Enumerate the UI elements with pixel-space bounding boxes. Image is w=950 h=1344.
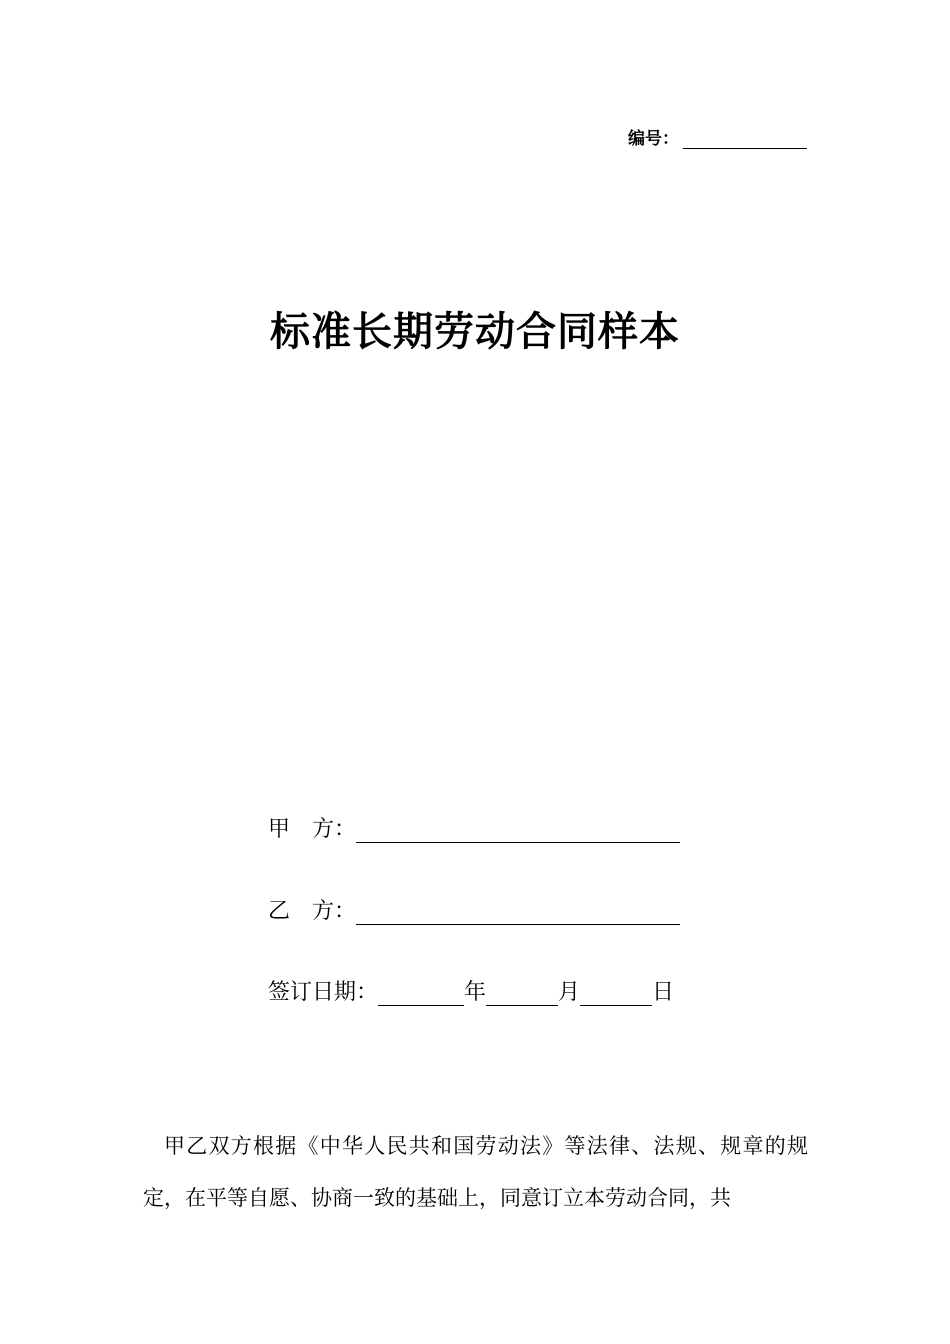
document-number-blank bbox=[683, 128, 807, 149]
document-number bbox=[628, 124, 807, 149]
sign-date-field bbox=[268, 975, 674, 1006]
party-a-blank bbox=[356, 820, 680, 843]
party-b-label: 乙 方： bbox=[268, 899, 357, 924]
sign-date-label: 签订日期： bbox=[268, 980, 379, 1005]
party-b-blank bbox=[356, 902, 680, 925]
party-a-label: 甲 方： bbox=[268, 817, 357, 842]
party-a-field bbox=[268, 812, 680, 843]
contract-paragraph: 甲乙双方根据《中华人民共和国劳动法》等法律、法规、规章的规定，在平等自愿、协商一致的基础上，同意订立本劳动合同，共 bbox=[143, 1134, 808, 1210]
year-blank bbox=[378, 983, 464, 1006]
document-number-label: 编号： bbox=[628, 129, 679, 149]
contract-body bbox=[143, 1120, 808, 1224]
month-blank bbox=[486, 983, 558, 1006]
day-blank bbox=[580, 983, 652, 1006]
day-label: 日 bbox=[652, 980, 675, 1005]
party-b-field bbox=[268, 894, 680, 925]
document-title: 标准长期劳动合同样本 bbox=[270, 308, 680, 355]
year-label: 年 bbox=[464, 980, 487, 1005]
month-label: 月 bbox=[558, 980, 581, 1005]
